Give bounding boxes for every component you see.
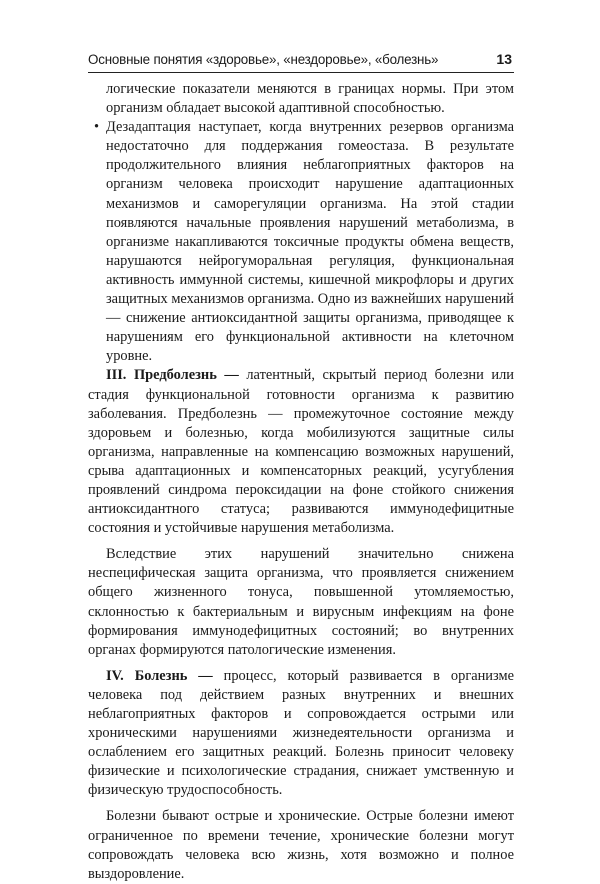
bullet-item-desadaptation [94,118,514,366]
page-body [88,80,514,884]
section-predisease-paragraph [88,366,514,538]
bullet-text: Дезадаптация наступает, когда внутренних резервов организма недостаточно для поддержания гомеостаза. В результате продолжительного влияния неблагоприятных факторов на организм человека происходит нарушение адаптационных механизмов и саморегуляции организма. На этой стадии появляются начальные проявления нарушений метаболизма, в организме накапливаются токсичные продукты обмена веществ, нарушаются нейрогуморальная регуляция, функциональная активность иммунной системы, кишечной микрофлоры и других защитных механизмов организма. Одно из важнейших нарушений — снижение антиоксидантной защиты организма, приводящее к нарушениям его функциональной активности на клеточном уровне. [106,119,514,365]
section-predisease-text: латентный, скрытый период болезни или стадия функциональной готовности организма к развитию заболевания. Предболезнь — промежуточное состояние между здоровьем и болезнью, когда мобилизуются защитные силы организма, направленные на компенсацию возможных нарушений, срыва адаптационных и компенсаторных реакций, усугубления проявлений синдрома пероксидации на фоне стойкого снижения антиоксидантного статуса; развиваются иммунодефицитные состояния и устойчивые нарушения метаболизма. [88,367,514,537]
consequence-paragraph: Вследствие этих нарушений значительно снижена неспецифическая защита организма, что проявляется снижением общего жизненного тонуса, повышенной утомляемостью, склонностью к бактериальным и вирусным инфекциям на фоне формирования иммунодефицитных состояний; во внутренних органах формируются патологические изменения. [88,546,514,658]
acute-chronic-paragraph: Болезни бывают острые и хронические. Острые болезни имеют ограниченное по времени течение, хронические болезни могут сопровождать человека всю жизнь, хотя возможно и полное выздоровление. [88,808,514,882]
section-disease-paragraph [88,667,514,801]
running-header-title: Основные понятия «здоровье», «нездоровье», «болезнь» [88,52,439,67]
section-predisease-heading: III. Предболезнь — [106,367,239,384]
bullet-marker: • [94,119,100,136]
continuation-paragraph: логические показатели меняются в границах нормы. При этом организм обладает высокой адаптивной способностью. [106,81,514,117]
page-number: 13 [496,51,512,67]
running-header [88,48,514,73]
section-disease-heading: IV. Болезнь — [106,667,213,684]
section-disease-text: процесс, который развивается в организме человека под действием разных внутренних и внешних неблагоприятных факторов и сопровождается острыми или хроническими нарушениями жизнедеятельности организма и ослаблением его защитных реакций. Болезнь приносит человеку физические и психологические страдания, снижает умственную и физическую трудоспособность. [88,667,514,799]
